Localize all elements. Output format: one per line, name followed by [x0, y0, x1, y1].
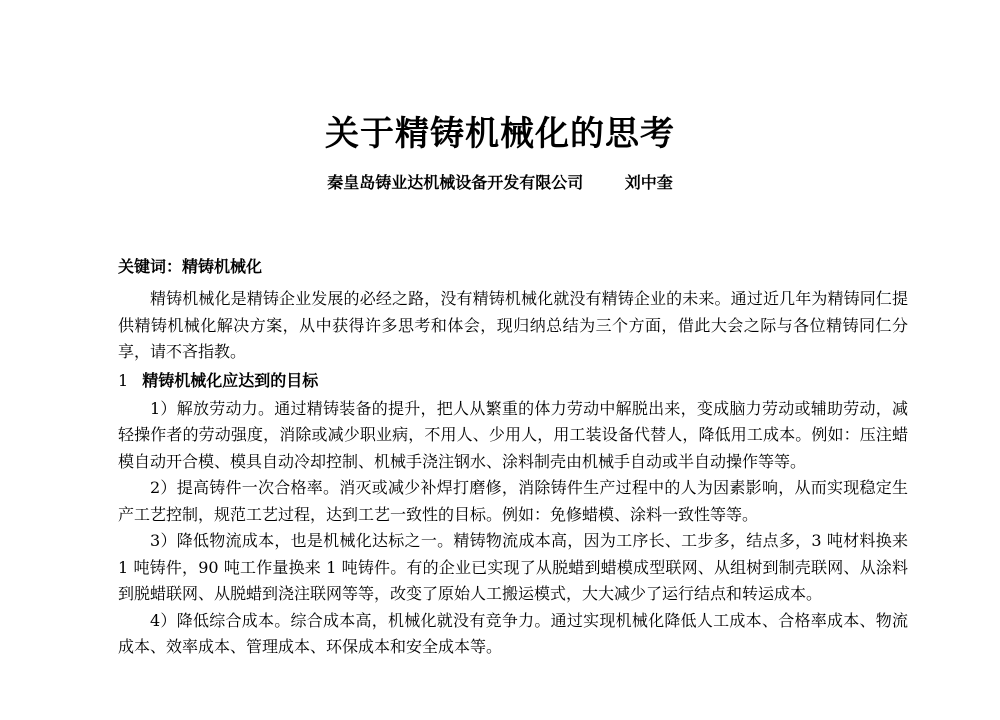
section-title: 精铸机械化应达到的目标 [142, 370, 319, 390]
item-paragraph-1: 1）解放劳动力。通过精铸装备的提升，把人从繁重的体力劳动中解脱出来，变成脑力劳动或辅助劳动，减轻操作者的劳动强度，消除或减少职业病，不用人、少用人，用工装设备代替人，降低用工成本。例如：压注蜡模自动开合模、模具自动冷却控制、机械手浇注钢水、涂料制壳由机械手自动或半自动操作等等。 [118, 398, 908, 471]
item-paragraph-2: 2）提高铸件一次合格率。消灭或减少补焊打磨修，消除铸件生产过程中的人为因素影响，从而实现稳定生产工艺控制，规范工艺过程，达到工艺一致性的目标。例如：免修蜡模、涂料一致性等等。 [118, 478, 908, 524]
affiliation: 秦皇岛铸业达机械设备开发有限公司 [327, 173, 584, 192]
intro-paragraph: 精铸机械化是精铸企业发展的必经之路，没有精铸机械化就没有精铸企业的未来。通过近几年为精铸同仁提供精铸机械化解决方案，从中获得许多思考和体会，现归纳总结为三个方面，借此大会之际与各位精铸同仁分享，请不吝指教。 [118, 289, 908, 361]
item-paragraph-3: 3）降低物流成本，也是机械化达标之一。精铸物流成本高，因为工序长、工步多，结点多，3 吨材料换来 1 吨铸件，90 吨工作量换来 1 吨铸件。有的企业已实现了从脱蜡到蜡模成型联网、从组树到制壳联网、从涂料到脱蜡联网、从脱蜡到浇注联网等等，改变了原始人工搬运模式，大大减少了运行结点和转运成本。 [118, 531, 908, 603]
body-text [118, 286, 908, 661]
section-number: 1 [118, 370, 129, 390]
keywords: 关键词：精铸机械化 [118, 257, 263, 276]
paper-title: 关于精铸机械化的思考 [325, 114, 675, 154]
author: 刘中奎 [624, 173, 673, 192]
byline [0, 172, 1000, 194]
item-paragraph-4: 4）降低综合成本。综合成本高，机械化就没有竞争力。通过实现机械化降低人工成本、合格率成本、物流成本、效率成本、管理成本、环保成本和安全成本等。 [118, 610, 908, 656]
section-heading [118, 368, 908, 394]
